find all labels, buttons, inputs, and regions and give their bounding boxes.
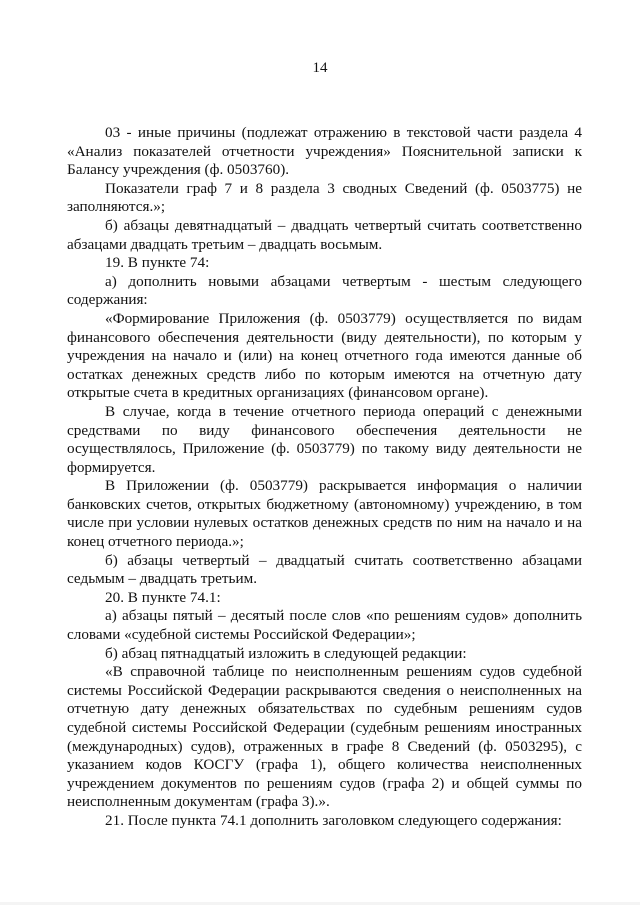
paragraph-reason-03: 03 - иные причины (подлежат отражению в текстовой части раздела 4 «Анализ показателей отчетности учреждения» Пояснительной записки к Балансу учреждения (ф. 0503760).: [67, 124, 582, 179]
paragraph-item-21-heading: 21. После пункта 74.1 дополнить заголовком следующего содержания:: [105, 811, 562, 829]
paragraph-no-operations-case: В случае, когда в течение отчетного периода операций с денежными средствами по виду финансового обеспечения деятельности не осуществлялось, Приложение (ф. 0503779) по такому виду деятельности не формируется.: [67, 402, 582, 476]
paragraph-court-decisions-table: «В справочной таблице по неисполненным решениям судов судебной системы Российской Федерации раскрываются сведения о неисполненных на отчетную дату денежных обязательствах по судебным решениям судов судебной системы Российской Федерации (судебным решениям иностранных (международных) судов), отраженных в графе 8 Сведений (ф. 0503295), с указанием кодов КОСГУ (графа 1), общего количества неисполненных учреждением документов по решениям судов (графа 2) и общей суммы по неисполненным документам (графа 3).».: [67, 663, 582, 811]
paragraph-appendix-formation: «Формирование Приложения (ф. 0503779) осуществляется по видам финансового обеспечения деятельности (виду деятельности), по которым у учреждения на начало и (или) на конец отчетного года имеются данные об остатках денежных средств либо по которым имеются на отчетную дату открытые счета в кредитных организациях (финансовом органе).: [67, 309, 582, 402]
page-number: 14: [312, 60, 328, 76]
paragraph-item-20-b: б) абзац пятнадцатый изложить в следующей редакции:: [105, 644, 467, 662]
paragraph-columns-not-filled: Показатели граф 7 и 8 раздела 3 сводных Сведений (ф. 0503775) не заполняются.»;: [67, 179, 582, 216]
document-body: [67, 124, 582, 831]
paragraph-renumber-19-24: б) абзацы девятнадцатый – двадцать четвертый считать соответственно абзацами двадцать третьим – двадцать восьмым.: [67, 216, 582, 253]
paragraph-item-19-a: а) дополнить новыми абзацами четвертым - шестым следующего содержания:: [67, 272, 582, 309]
paragraph-bank-accounts-disclosure: В Приложении (ф. 0503779) раскрывается информация о наличии банковских счетов, открытых бюджетному (автономному) учреждению, в том числе при условии нулевых остатков денежных средств по ним на начало и на конец отчетного периода.»;: [67, 477, 582, 551]
paragraph-item-20-heading: 20. В пункте 74.1:: [105, 588, 221, 606]
paragraph-item-20-a: а) абзацы пятый – десятый после слов «по решениям судов» дополнить словами «судебной системы Российской Федерации»;: [67, 607, 582, 644]
paragraph-item-19-heading: 19. В пункте 74:: [105, 254, 210, 272]
paragraph-renumber-4-20: б) абзацы четвертый – двадцатый считать соответственно абзацами седьмым – двадцать третьим.: [67, 551, 582, 588]
